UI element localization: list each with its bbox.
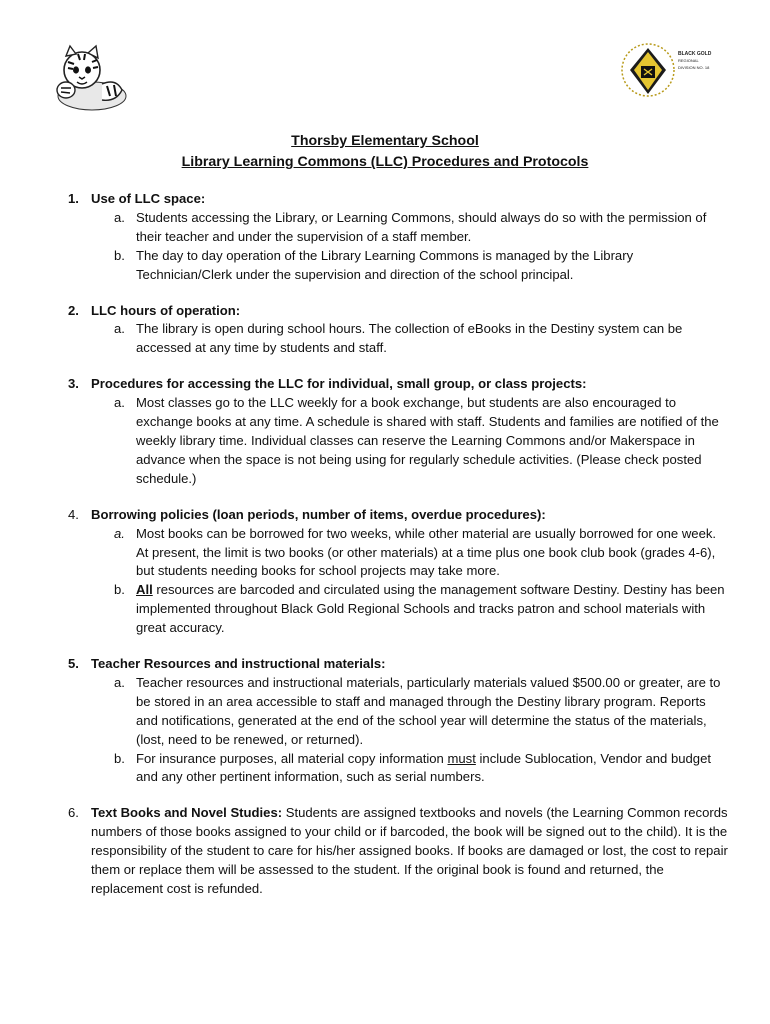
item-text: The day to day operation of the Library Learning Commons is managed by the Library Technician/Clerk under the supervision and direction of the school principal.	[136, 247, 634, 282]
item-letter: a.	[114, 395, 125, 411]
item-letter: a.	[114, 674, 125, 690]
section-heading: Teacher Resources and instructional materials:	[91, 656, 386, 672]
section-llc-hours	[68, 302, 728, 359]
list-item	[114, 525, 728, 582]
section-number: 3.	[68, 376, 79, 392]
section-use-of-llc-space	[68, 190, 728, 285]
section-heading: Borrowing policies (loan periods, number of items, overdue procedures):	[91, 506, 546, 522]
list-item	[114, 394, 728, 489]
list-item	[114, 247, 728, 285]
item-text: The library is open during school hours. The collection of eBooks in the Destiny system can be accessed at any time by students and staff.	[136, 321, 683, 356]
section-heading: Use of LLC space:	[91, 191, 206, 206]
school-division-logo	[620, 36, 720, 108]
item-text: Students accessing the Library, or Learning Commons, should always do so with the permission of their teacher and under the supervision of a staff member.	[136, 209, 707, 244]
emphasis-must: must	[447, 750, 476, 766]
item-letter: a.	[114, 525, 125, 541]
list-item	[114, 320, 728, 358]
section-number: 5.	[68, 656, 79, 672]
section-heading: LLC hours of operation:	[91, 302, 241, 318]
section-heading: Procedures for accessing the LLC for individual, small group, or class projects:	[91, 376, 587, 392]
section-number: 4.	[68, 506, 79, 522]
document-subtitle: Library Learning Commons (LLC) Procedures and Protocols	[181, 154, 589, 170]
item-letter: b.	[114, 247, 125, 263]
item-letter: a.	[114, 209, 125, 225]
section-text-books	[68, 804, 728, 899]
section-teacher-resources	[68, 655, 728, 787]
section-number: 2.	[68, 302, 79, 318]
item-letter: a.	[114, 321, 125, 337]
section-number: 6.	[68, 805, 79, 821]
item-letter: b.	[114, 582, 125, 598]
list-item	[114, 674, 728, 750]
item-text: Teacher resources and instructional materials, particularly materials valued $500.00 or greater, are to be stored in an area accessible to staff and managed through the Destiny library program. Reports and notifications, generated at the end of the school year will determine the status of the materials, (lost, need to be renewed, or returned).	[136, 674, 721, 747]
list-item	[114, 581, 728, 638]
section-number: 1.	[68, 191, 79, 206]
logo-text-line-3: DIVISION NO. 18	[678, 65, 710, 70]
logo-text-line-2: REGIONAL	[678, 58, 699, 63]
section-paragraph	[91, 804, 728, 899]
logo-text-line-1: BLACK GOLD	[678, 51, 712, 57]
section-accessing-procedures	[68, 375, 728, 488]
item-text: Most books can be borrowed for two weeks, while other material are usually borrowed for one week. At present, the limit is two books (or other materials) at a time plus one book club book (grades 4-6), but students needing books for school projects may take more.	[136, 525, 717, 579]
section-heading: Text Books and Novel Studies:	[91, 805, 283, 821]
item-text: resources are barcoded and circulated using the management software Destiny. Destiny has been implemented throughout Black Gold Regional Schools and tracks patron and school materials with great accuracy.	[136, 582, 725, 636]
section-borrowing-policies	[68, 506, 728, 638]
document-title: Thorsby Elementary School	[291, 133, 479, 149]
item-text-before: For insurance purposes, all material copy information	[136, 750, 448, 766]
item-letter: b.	[114, 750, 125, 766]
document-body	[68, 190, 728, 916]
emphasis-all: All	[136, 582, 153, 598]
tiger-mascot-logo	[52, 44, 132, 112]
list-item	[114, 209, 728, 247]
list-item	[114, 750, 728, 788]
section-text: Students are assigned textbooks and novels (the Learning Common records numbers of those books assigned to your child or if barcoded, the book will be signed out to the child). It is the responsibility of the student to care for his/her assigned books. If books are damaged or lost, the cost to repair them or replace them will be assessed to the student. If the original book is found and returned, the replacement cost is refunded.	[91, 805, 728, 896]
item-text: Most classes go to the LLC weekly for a book exchange, but students are also encouraged to exchange books at any time. A schedule is shared with staff. Students and families are notified of the weekly library time. Individual classes can reserve the Learning Commons and/or Makerspace in advance when the space is not being using for regularly schedule activities. (Please check posted schedule.)	[136, 395, 719, 486]
document-header	[0, 131, 770, 173]
item-text-after: include Sublocation, Vendor and budget and any other pertinent information, such as serial numbers.	[136, 750, 712, 785]
